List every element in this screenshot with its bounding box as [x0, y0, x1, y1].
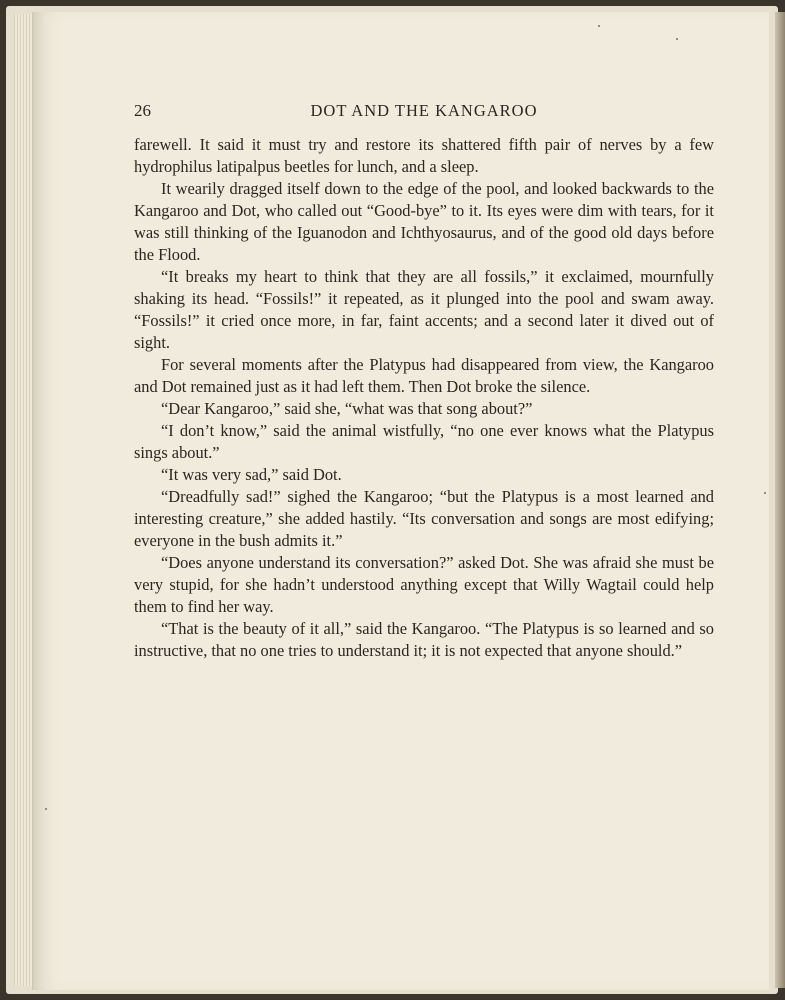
- paragraph: “It breaks my heart to think that they are all fossils,” it exclaimed, mournfully shaking its head. “Fossils!” it repeated, as it plunged into the pool and swam away. “Fossils!” it cried once more, in far, faint accents; and a second later it dived out of sight.: [134, 267, 714, 352]
- paragraph: “I don’t know,” said the animal wistfully, “no one ever knows what the Platypus sings about.”: [134, 421, 714, 462]
- paragraph: farewell. It said it must try and restore its shattered fifth pair of nerves by a few hydrophilus latipalpus beetles for lunch, and a sleep.: [134, 135, 714, 176]
- paper-speck: [598, 25, 600, 27]
- paragraph: “That is the beauty of it all,” said the Kangaroo. “The Platypus is so learned and so instructive, that no one tries to understand it; it is not expected that anyone should.”: [134, 619, 714, 660]
- paragraph: “Dear Kangaroo,” said she, “what was that song about?”: [161, 399, 533, 418]
- paragraph: For several moments after the Platypus had disappeared from view, the Kangaroo and Dot remained just as it had left them. Then Dot broke the silence.: [134, 355, 714, 396]
- page-number: 26: [134, 101, 151, 120]
- paragraph: “It was very sad,” said Dot.: [161, 465, 342, 484]
- paragraph: It wearily dragged itself down to the edge of the pool, and looked backwards to the Kangaroo and Dot, who called out “Good-bye” to it. Its eyes were dim with tears, for it was still thinking of the Iguanodon and Ichthyosaurus, and of the good old days before the Flood.: [134, 179, 714, 264]
- paragraph: “Does anyone understand its conversation?” asked Dot. She was afraid she must be very stupid, for she hadn’t understood anything except that Willy Wagtail could help them to find her way.: [134, 553, 714, 616]
- paper-speck: [764, 492, 766, 494]
- body-text: [134, 134, 714, 662]
- paper-speck: [45, 808, 47, 810]
- page-header: [134, 101, 714, 121]
- page-edges: [14, 14, 32, 986]
- right-page-edge: [775, 12, 785, 988]
- paragraph: “Dreadfully sad!” sighed the Kangaroo; “but the Platypus is a most learned and interesting creature,” she added hastily. “Its conversation and songs are most edifying; everyone in the bush admits it.”: [134, 487, 714, 550]
- running-head: DOT AND THE KANGAROO: [310, 101, 538, 120]
- paper-speck: [676, 38, 678, 40]
